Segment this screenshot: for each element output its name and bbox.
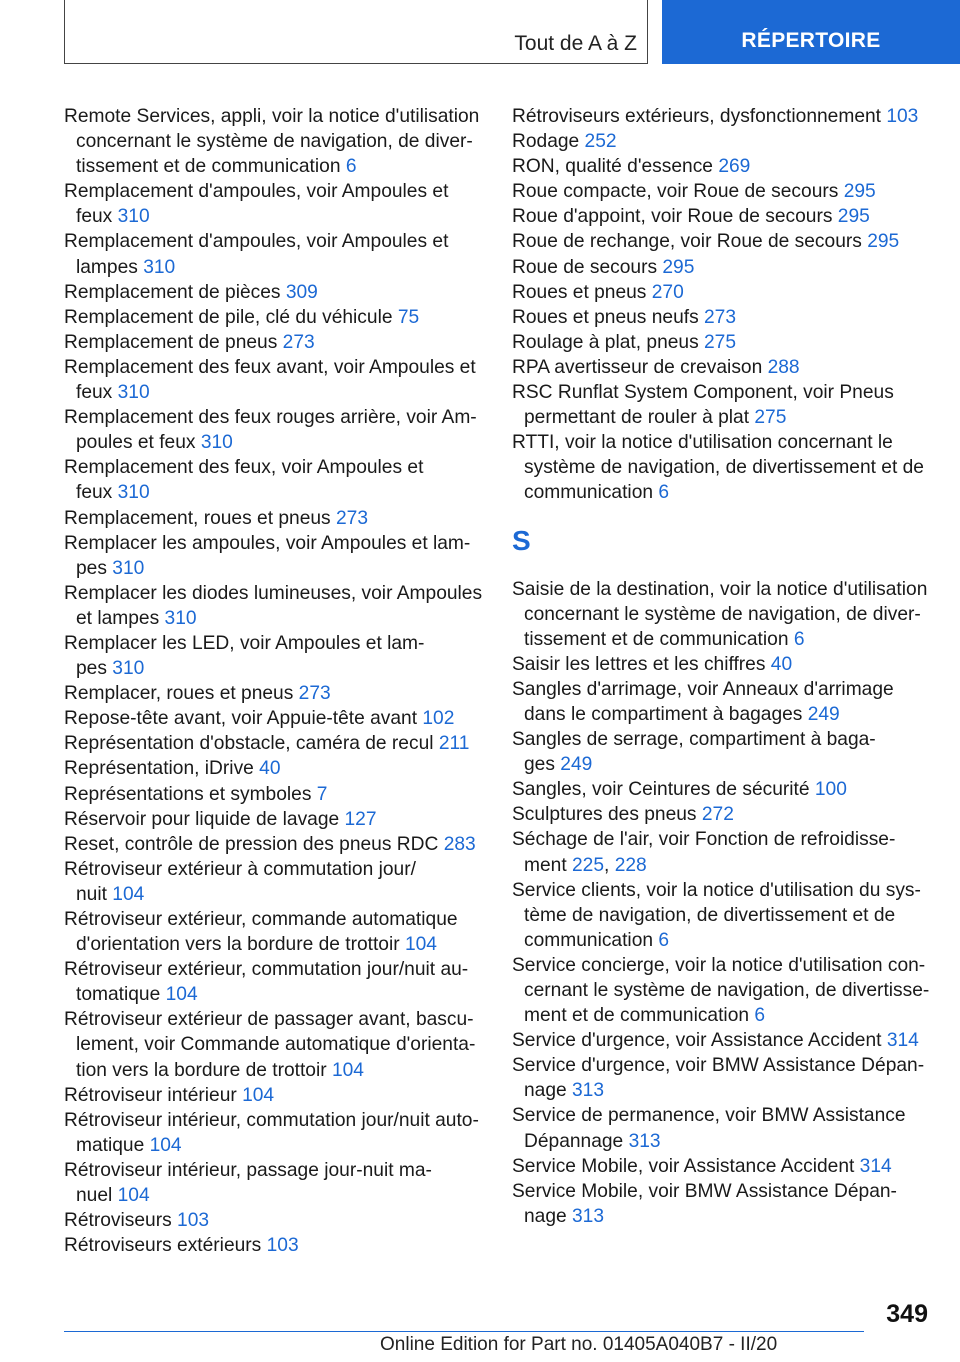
page-ref-link[interactable]: 313 bbox=[628, 1130, 661, 1152]
index-entry bbox=[64, 1083, 484, 1108]
index-entry bbox=[64, 405, 484, 455]
index-entry bbox=[512, 430, 930, 505]
footer-divider bbox=[64, 1331, 864, 1332]
index-entry-text: poules et feux bbox=[76, 432, 201, 454]
index-entry bbox=[64, 1108, 484, 1158]
index-entry-text: Service de permanence, voir BMW Assistance bbox=[512, 1105, 906, 1127]
page-ref-link[interactable]: 309 bbox=[285, 281, 318, 303]
index-group-r bbox=[512, 104, 930, 506]
section-letter: S bbox=[512, 524, 531, 556]
page-ref-link[interactable]: 104 bbox=[117, 1185, 150, 1207]
page-ref-link[interactable]: 252 bbox=[584, 131, 617, 153]
index-entry-text: tion vers la bordure de trottoir bbox=[76, 1059, 332, 1081]
index-entry bbox=[512, 802, 930, 827]
index-entry bbox=[64, 1208, 484, 1233]
page-ref-link[interactable]: 6 bbox=[345, 156, 357, 178]
index-entry bbox=[64, 1007, 484, 1082]
index-entry-text: Rétroviseur extérieur, commutation jour/nuit au- bbox=[64, 959, 469, 981]
page-ref-link[interactable]: 288 bbox=[767, 356, 800, 378]
page-ref-link[interactable]: 283 bbox=[443, 833, 476, 855]
index-entry bbox=[64, 330, 484, 355]
index-entry bbox=[512, 1028, 930, 1053]
index-entry-text: Service Mobile, voir BMW Assistance Dépan- bbox=[512, 1180, 897, 1202]
index-entry-text: Service Mobile, voir Assistance Accident bbox=[512, 1155, 860, 1177]
index-entry-text: Réservoir pour liquide de lavage bbox=[64, 808, 345, 830]
header-tab-repertoire[interactable]: RÉPERTOIRE bbox=[662, 0, 960, 64]
index-entry-text: Roulage à plat, pneus bbox=[512, 331, 705, 353]
index-entry bbox=[64, 631, 484, 681]
page-ref-link[interactable]: 272 bbox=[701, 804, 734, 826]
index-group-s bbox=[512, 577, 930, 1229]
index-entry-text: Repose-tête avant, voir Appuie-tête avant bbox=[64, 708, 423, 730]
page-ref-link[interactable]: 273 bbox=[335, 507, 368, 529]
index-entry-text: Rétroviseur intérieur bbox=[64, 1084, 243, 1106]
index-entry-text: Sangles de serrage, compartiment à baga- bbox=[512, 729, 876, 751]
index-entry-text: RSC Runflat System Component, voir Pneus bbox=[512, 382, 894, 404]
page-ref-link[interactable]: 310 bbox=[117, 206, 150, 228]
index-entry bbox=[64, 957, 484, 1007]
index-entry bbox=[512, 953, 930, 1028]
index-entry-text: tissement et de communication bbox=[76, 156, 346, 178]
index-entry-text: pes bbox=[76, 557, 113, 579]
index-entry-text: Remplacement de pneus bbox=[64, 331, 283, 353]
index-entry bbox=[512, 104, 930, 129]
index-entry bbox=[64, 1233, 484, 1258]
index-entry-text: Remplacer les LED, voir Ampoules et lam- bbox=[64, 632, 425, 654]
page-ref-link[interactable]: 127 bbox=[344, 808, 377, 830]
page-ref-link[interactable]: 273 bbox=[704, 306, 737, 328]
index-entry-text: ges bbox=[524, 754, 561, 776]
index-entry-text: communication bbox=[524, 929, 659, 951]
index-entry-text: ment et de communication bbox=[524, 1005, 755, 1027]
index-entry-text: feux bbox=[76, 206, 118, 228]
page-ref-link[interactable]: 249 bbox=[807, 703, 840, 725]
index-entry-text: Service clients, voir la notice d'utilisation du sys- bbox=[512, 879, 921, 901]
index-entry-text: cernant le système de navigation, de divertisse- bbox=[524, 980, 930, 1001]
index-entry-text: RTTI, voir la notice d'utilisation concernant le bbox=[512, 432, 893, 454]
index-entry bbox=[64, 506, 484, 531]
page-ref-link[interactable]: 314 bbox=[886, 1030, 919, 1052]
index-entry-text: Remote Services, appli, voir la notice d'utilisation bbox=[64, 106, 480, 127]
index-entry-text: Représentation d'obstacle, caméra de recul bbox=[64, 733, 439, 755]
index-entry-text: Roues et pneus bbox=[512, 281, 652, 303]
page-ref-link[interactable]: 211 bbox=[438, 733, 470, 755]
index-entry-text: Rétroviseurs bbox=[64, 1210, 178, 1232]
index-entry bbox=[512, 154, 930, 179]
index-entry-text: Roue de secours bbox=[512, 256, 663, 278]
index-entry bbox=[64, 305, 484, 330]
index-entry bbox=[64, 531, 484, 581]
index-entry-text: concernant le système de navigation, de diver- bbox=[524, 603, 921, 625]
page-ref-link[interactable]: 310 bbox=[200, 432, 233, 454]
index-entry bbox=[64, 581, 484, 631]
index-entry-text: Rétroviseur extérieur, commande automatique bbox=[64, 909, 458, 930]
index-entry-text: Roue de rechange, voir Roue de secours bbox=[512, 231, 868, 253]
page-ref-link[interactable]: 310 bbox=[112, 658, 145, 680]
index-entry-text: Dépannage bbox=[524, 1130, 629, 1152]
index-entry bbox=[64, 706, 484, 731]
index-entry-text: nuel bbox=[76, 1185, 118, 1207]
index-entry-text: matique bbox=[76, 1134, 150, 1156]
index-entry bbox=[512, 1053, 930, 1103]
index-entry bbox=[512, 129, 930, 154]
index-column-right bbox=[512, 104, 930, 1229]
index-entry-text: RON, qualité d'essence bbox=[512, 156, 719, 178]
index-entry-text: tomatique bbox=[76, 984, 166, 1006]
index-entry bbox=[64, 907, 484, 957]
index-entry-text: feux bbox=[76, 382, 118, 404]
index-entry-text: Remplacement de pièces bbox=[64, 281, 286, 303]
index-entry-text: et lampes bbox=[76, 607, 165, 629]
page-number: 349 bbox=[886, 1300, 928, 1328]
index-entry bbox=[512, 577, 930, 652]
index-entry-text: Roues et pneus neufs bbox=[512, 306, 705, 328]
page-ref-link[interactable]: 40 bbox=[770, 653, 793, 675]
index-entry-text: Remplacement d'ampoules, voir Ampoules et bbox=[64, 181, 449, 203]
page-ref-link[interactable]: 6 bbox=[793, 628, 805, 650]
index-entry-text: Séchage de l'air, voir Fonction de refroidisse- bbox=[512, 829, 896, 851]
page-ref-link[interactable]: 310 bbox=[143, 256, 176, 278]
index-entry-text: Sangles d'arrimage, voir Anneaux d'arrimage bbox=[512, 678, 894, 700]
index-entry-text: Remplacement des feux, voir Ampoules et bbox=[64, 457, 424, 479]
index-entry bbox=[512, 1103, 930, 1153]
page-ref-link[interactable]: 273 bbox=[298, 683, 331, 705]
page-ref-link[interactable]: 275 bbox=[754, 407, 787, 429]
index-entry bbox=[64, 179, 484, 229]
index-entry bbox=[64, 807, 484, 832]
index-entry-text: Remplacement des feux avant, voir Ampoules et bbox=[64, 356, 476, 378]
index-entry-text: système de navigation, de divertissement et de bbox=[524, 457, 924, 479]
page-ref-link[interactable]: 313 bbox=[572, 1080, 605, 1102]
index-entry-text: Saisie de la destination, voir la notice d'utilisation bbox=[512, 578, 928, 600]
index-entry-text: RPA avertisseur de crevaison bbox=[512, 356, 768, 378]
page-ref-link[interactable]: 104 bbox=[112, 883, 145, 905]
index-entry-text: tissement et de communication bbox=[524, 628, 794, 650]
index-entry-text: Rétroviseur intérieur, commutation jour/nuit auto- bbox=[64, 1109, 479, 1131]
page-ref-link[interactable]: 310 bbox=[117, 382, 150, 404]
index-entry bbox=[512, 1179, 930, 1229]
index-entry-text: nage bbox=[524, 1080, 573, 1102]
index-entry-text: tème de navigation, de divertissement et de bbox=[524, 904, 896, 926]
index-entry bbox=[512, 1154, 930, 1179]
index-entry-text: Reset, contrôle de pression des pneus RDC bbox=[64, 833, 444, 855]
page-ref-link[interactable]: 313 bbox=[572, 1205, 605, 1227]
index-entry bbox=[64, 229, 484, 279]
index-entry-text: Représentation, iDrive bbox=[64, 758, 260, 780]
index-entry bbox=[64, 455, 484, 505]
index-entry bbox=[64, 782, 484, 807]
index-entry bbox=[512, 827, 930, 877]
index-entry-text: Rodage bbox=[512, 131, 585, 153]
page-ref-link[interactable]: 104 bbox=[165, 984, 198, 1006]
index-entry-text: Rétroviseurs extérieurs, dysfonctionnement bbox=[512, 106, 887, 127]
index-entry-text: Remplacement, roues et pneus bbox=[64, 507, 336, 529]
index-entry-text: pes bbox=[76, 658, 113, 680]
page-ref-link[interactable]: 295 bbox=[837, 206, 870, 228]
page-ref-link[interactable]: 6 bbox=[754, 1005, 766, 1027]
index-entry-text: lampes bbox=[76, 256, 144, 278]
page-ref-link[interactable]: 310 bbox=[112, 557, 145, 579]
page-ref-link[interactable]: 295 bbox=[843, 181, 876, 203]
index-entry-text: d'orientation vers la bordure de trottoir bbox=[76, 934, 405, 956]
index-entry-text: Service d'urgence, voir Assistance Accident bbox=[512, 1030, 887, 1052]
index-entry bbox=[512, 204, 930, 229]
index-entry-text: Rétroviseurs extérieurs bbox=[64, 1235, 267, 1257]
index-entry bbox=[512, 355, 930, 380]
index-entry bbox=[512, 652, 930, 677]
page-ref-link[interactable]: 225 bbox=[572, 854, 605, 876]
index-entry-text: feux bbox=[76, 482, 118, 504]
index-entry bbox=[64, 832, 484, 857]
page-ref-link[interactable]: 104 bbox=[331, 1059, 364, 1081]
index-entry-text: Remplacer les diodes lumineuses, voir Ampoules bbox=[64, 582, 483, 604]
index-entry bbox=[512, 255, 930, 280]
page-ref-link[interactable]: 295 bbox=[867, 231, 900, 253]
page-ref-link[interactable]: 269 bbox=[718, 156, 751, 178]
page-ref-link[interactable]: 100 bbox=[814, 779, 847, 801]
page-ref-link[interactable]: 103 bbox=[266, 1235, 299, 1257]
index-entry-text: concernant le système de navigation, de diver- bbox=[76, 131, 473, 153]
page-ref-link[interactable]: 7 bbox=[316, 783, 328, 805]
index-entry-text: Remplacement des feux rouges arrière, voir Am- bbox=[64, 407, 477, 429]
page-ref-link[interactable]: 40 bbox=[259, 758, 281, 780]
index-entry-text: Sculptures des pneus bbox=[512, 804, 702, 826]
index-entry bbox=[64, 355, 484, 405]
page-ref-link[interactable]: 270 bbox=[651, 281, 684, 303]
index-entry bbox=[512, 878, 930, 953]
index-entry-text: Représentations et symboles bbox=[64, 783, 317, 805]
index-entry-text: Remplacement d'ampoules, voir Ampoules et bbox=[64, 231, 449, 253]
index-entry-text: Roue compacte, voir Roue de secours bbox=[512, 181, 844, 203]
index-entry-text: communication bbox=[524, 482, 659, 504]
page-ref-link[interactable]: 104 bbox=[404, 934, 437, 956]
index-entry-text: ment bbox=[524, 854, 572, 876]
index-entry bbox=[64, 1158, 484, 1208]
page-ref-link[interactable]: 104 bbox=[242, 1084, 275, 1106]
index-entry bbox=[512, 280, 930, 305]
page-ref-link[interactable]: 310 bbox=[117, 482, 150, 504]
index-entry bbox=[64, 681, 484, 706]
index-entry-text: nuit bbox=[76, 883, 113, 905]
index-entry-text: Rétroviseur extérieur à commutation jour/ bbox=[64, 858, 416, 880]
page-ref-link[interactable]: 103 bbox=[886, 106, 919, 127]
index-entry-text: Remplacer les ampoules, voir Ampoules et lam- bbox=[64, 532, 471, 554]
index-entry bbox=[512, 777, 930, 802]
index-entry-text: nage bbox=[524, 1205, 573, 1227]
page-ref-link[interactable]: 75 bbox=[397, 306, 420, 328]
page-ref-separator: , bbox=[604, 854, 615, 876]
index-entry-text: Rétroviseur intérieur, passage jour-nuit ma- bbox=[64, 1159, 432, 1181]
page-ref-link[interactable]: 295 bbox=[662, 256, 695, 278]
index-entry bbox=[512, 380, 930, 430]
index-entry-text: Saisir les lettres et les chiffres bbox=[512, 653, 771, 675]
index-column-left bbox=[64, 104, 484, 1258]
page-ref-link[interactable]: 310 bbox=[164, 607, 197, 629]
index-entry bbox=[512, 179, 930, 204]
index-entry-text: dans le compartiment à bagages bbox=[524, 703, 808, 725]
page-ref-link[interactable]: 228 bbox=[614, 854, 647, 876]
index-entry bbox=[512, 305, 930, 330]
header-section-box bbox=[64, 0, 648, 64]
page-ref-link[interactable]: 273 bbox=[282, 331, 315, 353]
page-ref-link[interactable]: 6 bbox=[658, 482, 670, 504]
footer-edition-text: Online Edition for Part no. 01405A040B7 - II/20 bbox=[380, 1334, 778, 1355]
page-ref-link[interactable]: 314 bbox=[859, 1155, 892, 1177]
index-entry bbox=[512, 677, 930, 727]
index-entry bbox=[512, 727, 930, 777]
index-entry-text: permettant de rouler à plat bbox=[524, 407, 755, 429]
index-entry-text: Rétroviseur extérieur de passager avant, bascu- bbox=[64, 1009, 474, 1031]
page-ref-link[interactable]: 103 bbox=[177, 1210, 210, 1232]
index-entry-text: Service concierge, voir la notice d'utilisation con- bbox=[512, 954, 926, 976]
page-ref-link[interactable]: 249 bbox=[560, 754, 593, 776]
index-entry-text: Remplacement de pile, clé du véhicule bbox=[64, 306, 398, 328]
index-entry-text: Sangles, voir Ceintures de sécurité bbox=[512, 779, 815, 801]
index-entry-text: Service d'urgence, voir BMW Assistance Dépan- bbox=[512, 1055, 925, 1077]
index-entry bbox=[64, 104, 484, 179]
page-ref-link[interactable]: 275 bbox=[704, 331, 737, 353]
page-ref-link[interactable]: 102 bbox=[422, 708, 455, 730]
index-entry-text: Remplacer, roues et pneus bbox=[64, 683, 299, 705]
index-entry bbox=[512, 229, 930, 254]
index-entry-text: Roue d'appoint, voir Roue de secours bbox=[512, 206, 838, 228]
index-entry bbox=[64, 731, 484, 756]
index-entry bbox=[64, 280, 484, 305]
index-entry-text: lement, voir Commande automatique d'orienta- bbox=[76, 1034, 476, 1056]
page-ref-link[interactable]: 6 bbox=[658, 929, 670, 951]
index-entry bbox=[64, 857, 484, 907]
page-ref-link[interactable]: 104 bbox=[149, 1134, 182, 1156]
header-section-title: Tout de A à Z bbox=[514, 32, 637, 55]
index-entry bbox=[512, 330, 930, 355]
index-entry bbox=[64, 756, 484, 781]
